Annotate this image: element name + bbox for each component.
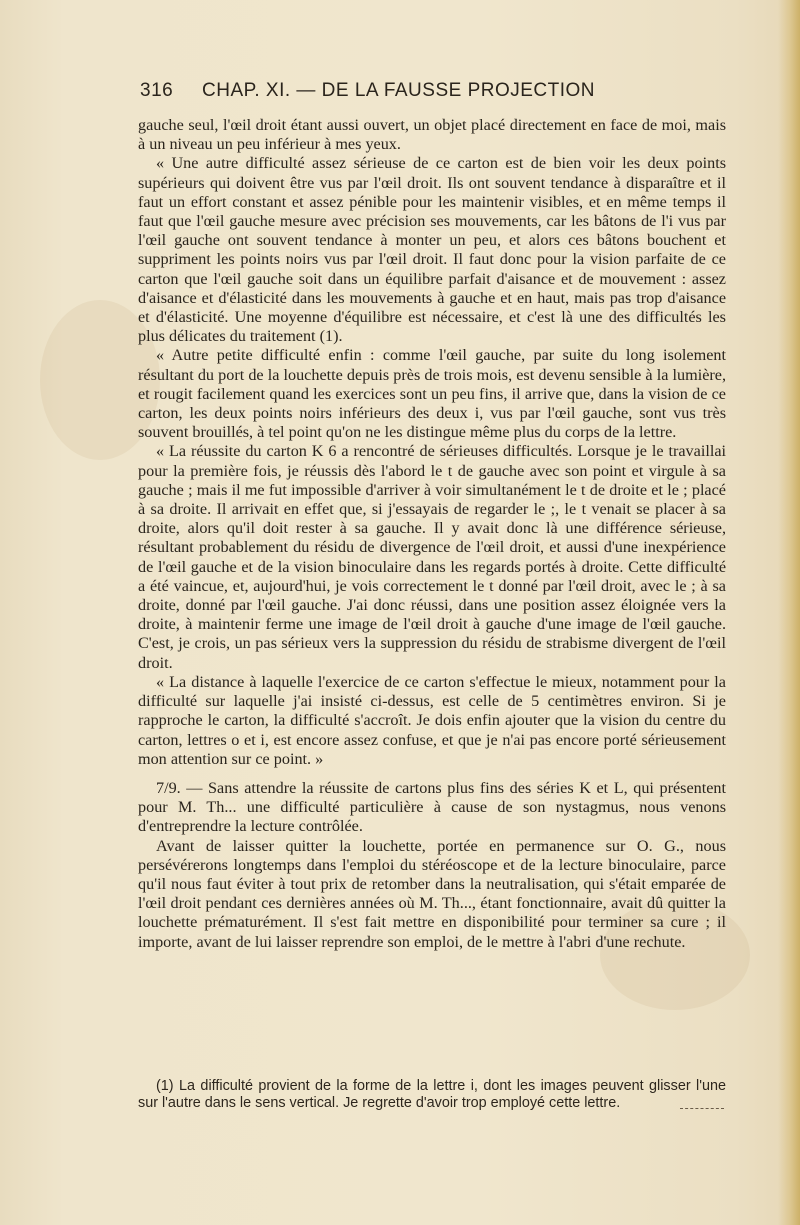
paragraph: « La distance à laquelle l'exercice de ce carton s'effectue le mieux, notamment pour la difficulté sur laquelle j'ai insisté ci-dessus, est celle de 5 centimètres environ. Si je rapproche le carton, la difficulté s'accroît. Je dois enfin ajouter que la vision du centre du carton, lettres o et i, est encore assez confuse, et que je n'ai pas encore porté sérieusement mon attention sur ce point. »	[138, 672, 726, 768]
paragraph: « Autre petite difficulté enfin : comme l'œil gauche, par suite du long isolement résultant du port de la louchette depuis près de trois mois, est devenu sensible à la lumière, et rougit facilement quand les exercices sont un peu fins, il arrive que, dans la vision de ce carton, les deux points noirs inférieurs des deux i, vus par l'œil gauche, sont vus très souvent brouillés, à tel point qu'on ne les distingue même plus du corps de la lettre.	[138, 346, 726, 442]
body-text	[138, 116, 726, 952]
paragraph: Avant de laisser quitter la louchette, portée en permanence sur O. G., nous persévérerons longtemps dans l'emploi du stéréoscope et de la lecture binoculaire, parce qu'il nous faut éviter à tout prix de retomber dans la neutralisation, qui s'était emparée de l'œil droit pendant ces dernières années où M. Th..., étant fonctionnaire, avait dû quitter la louchette prématurément. Il s'est fait mettre en disponibilité pour terminer sa cure ; il importe, avant de lui laisser reprendre son emploi, de le mettre à l'abri d'une rechute.	[138, 836, 726, 951]
footnote: (1) La difficulté provient de la forme de la lettre i, dont les images peuvent glisser l'une sur l'autre dans le sens vertical. Je regrette d'avoir trop employé cette lettre.	[138, 1078, 726, 1111]
paragraph: 7/9. — Sans attendre la réussite de cartons plus fins des séries K et L, qui présentent pour M. Th... une difficulté particulière à cause de son nystagmus, nous venons d'entreprendre la lecture contrôlée.	[138, 778, 726, 836]
page-number: 316	[140, 80, 174, 101]
running-title: CHAP. XI. — DE LA FAUSSE PROJECTION	[202, 80, 596, 101]
paragraph: « Une autre difficulté assez sérieuse de ce carton est de bien voir les deux points supérieurs qui doivent être vus par l'œil droit. Ils ont souvent tendance à disparaître et il faut un effort constant et assez pénible pour les maintenir visibles, et en même temps il faut que l'œil gauche mesure avec précision ses mouvements, car les bâtons de l'i vus par l'œil gauche ont souvent tendance à monter un peu, et alors ces bâtons bouchent et suppriment les points noirs vus par l'œil droit. Il faut donc pour la vision parfaite de ce carton que l'œil gauche soit dans un équilibre parfait d'aisance et de mouvement : assez d'aisance et d'élasticité dans les mouvements à gauche et en haut, mais pas trop d'aisance et d'élasticité. Une moyenne d'équilibre est nécessaire, et c'est là une des difficultés les plus délicates du traitement (1).	[138, 154, 726, 346]
paragraph: « La réussite du carton K 6 a rencontré de sérieuses difficultés. Lorsque je le travaillai pour la première fois, je réussis dès l'abord le t de gauche avec son point et virgule à sa gauche ; mais il me fut impossible d'arriver à voir simultanément le t de droite et le ; placé à sa droite. Il arrivait en effet que, si j'essayais de regarder le ;, le t venait se placer à sa droite, alors qu'il doit rester à sa gauche. Il y avait donc là une différence sérieuse, résultant probablement du résidu de divergence de l'œil droit, et aussi d'une inexpérience de l'œil gauche et de la vision binoculaire dans les regards portés à droite. Cette difficulté a été vaincue, et, aujourd'hui, je vois correctement le t donné par l'œil droit, avec le ; à sa droite, donné par l'œil gauche. J'ai donc réussi, dans une position assez éloignée vers la droite, à maintenir ferme une image de l'œil droit à gauche d'une image de l'œil gauche. C'est, je crois, un pas sérieux vers la suppression du résidu de strabisme divergent de l'œil droit.	[138, 442, 726, 672]
paragraph: gauche seul, l'œil droit étant aussi ouvert, un objet placé directement en face de moi, mais à un niveau un peu inférieur à mes yeux.	[138, 116, 726, 154]
running-header	[140, 80, 725, 104]
page-edge-shadow	[778, 0, 800, 1225]
page-end-mark	[680, 1106, 724, 1109]
